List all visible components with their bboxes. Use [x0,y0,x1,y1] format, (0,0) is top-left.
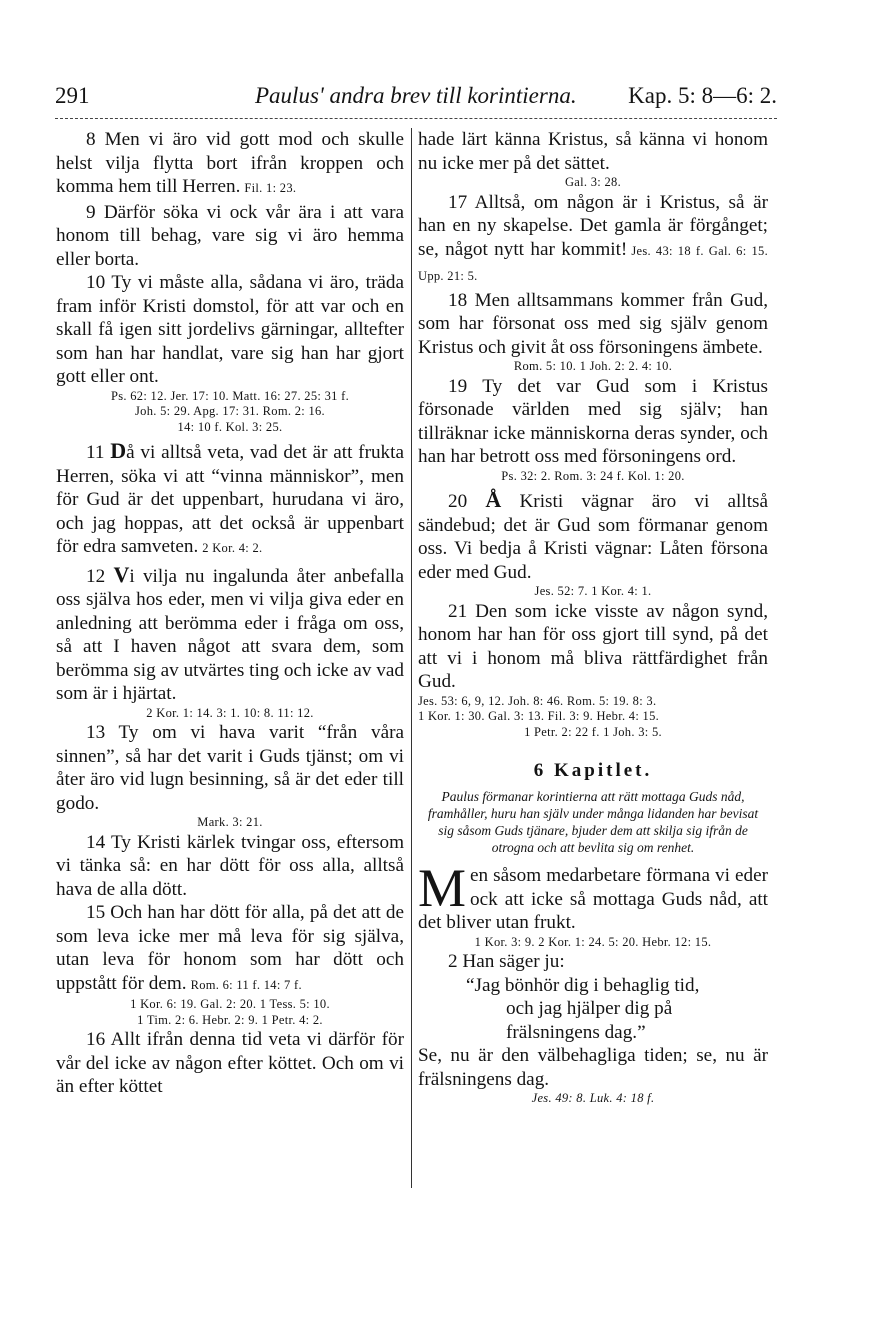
verse-18: 18 Men alltsammans kommer från Gud, som har försonat oss med sig själv genom Kristus och givit åt oss försoningens ämbete. [418,289,768,358]
verse-17-ref: Jes. 43: 18 f. Gal. 6: 15. Upp. 21: 5. [418,243,768,283]
chapter-6-verse-2: 2 Han säger ju: [448,951,565,972]
verse-16: 16 Allt ifrån denna tid veta vi därför för vår del icke av någon efter köttet. Och om vi än efter köttet [56,1029,404,1097]
verse-20: 20 Å Kristi vägnar äro vi alltså sändebud; det är Gud som förmanar genom oss. Vi bedja å Kristi vägnar: Låten försona eder med Gud. [418,487,769,583]
verse-21-ref-3: 1 Petr. 2: 22 f. 1 Joh. 3: 5. [524,724,662,739]
verse-15-ref-2: 1 Tim. 2: 6. Hebr. 2: 9. 1 Petr. 4: 2. [137,1012,323,1027]
verse-11-initial: D [110,438,127,463]
verse-15-ref-0: Rom. 6: 11 f. 14: 7 f. [190,977,302,992]
header-rule [55,118,777,119]
verse-12: 12 Vi vilja nu ingalunda åter anbefalla oss själva hos eder, men vi vilja giva eder en anledning att berömma eder i fråga om oss, så att I haven något att svara dem, som berömma sig av utvärtes ting och icke av vad som är i hjärtat. [56,561,405,704]
left-column [56,128,404,1099]
verse-13-ref: Mark. 3: 21. [197,815,263,829]
verse-21-ref-1: Jes. 53: 6, 9, 12. Joh. 8: 46. Rom. 5: 19. 8: 3. [418,693,657,708]
chapter-summary: Paulus förmanar korintierna att rätt mottaga Guds nåd, framhåller, huru han själv under många lidanden har bevisat sig såsom Guds tjänare, bjuder dem att skilja sig ifrån de otrogna och att bevlita sig om renhet. [427,789,759,855]
verse-10: 10 Ty vi måste alla, sådana vi äro, träda fram inför Kristi domstol, för att var och en skall få igen sitt jordelivs gärningar, alltefter som han har handlat, vare sig han har gjort gott eller ont. [56,272,404,387]
verse-10-ref-2: Joh. 5: 29. Apg. 17: 31. Rom. 2: 16. [135,404,325,418]
verse-15-ref-1: 1 Kor. 6: 19. Gal. 2: 20. 1 Tess. 5: 10. [130,997,330,1011]
page-header [55,83,777,117]
verse-8: 8 Men vi äro vid gott mod och skulle helst vilja flytta bort ifrån kroppen och komma hem till Herren. Fil. 1: 23. [56,129,404,197]
chapter-6-verse-1 [418,858,768,935]
chapter-heading: 6 Kapitlet. [533,760,653,781]
verse-20-ref: Jes. 52: 7. 1 Kor. 4: 1. [534,584,652,598]
verse-12-initial: V [113,561,130,587]
verse-18-ref: Rom. 5: 10. 1 Joh. 2: 2. 4: 10. [513,359,673,373]
quotation-line-1: “Jag bönhör dig i behaglig tid, [466,974,700,996]
verse-19-ref: Ps. 32: 2. Rom. 3: 24 f. Kol. 1: 20. [501,468,685,483]
chapter-6-verse-1-text: en såsom medarbetare förmana vi eder ock att icke så mottaga Guds nåd, att det bliver utan frukt. [418,865,768,933]
verse-21: 21 Den som icke visste av någon synd, honom har han för oss gjort till synd, på det att vi i honom må bliva rättfärdighet från Gud. [418,600,768,692]
verse-11: 11 Då vi alltså veta, vad det är att frukta Herren, söka vi att “vinna människor”, men för Gud är det uppenbart, hurudana vi äro, och jag hoppas, att det också är uppenbart för edra samveten. 2 Kor. 4: 2. [56,438,404,557]
quotation [466,974,768,1045]
verse-8-ref: Fil. 1: 23. [244,181,297,195]
verse-16-ref: Gal. 3: 28. [564,175,622,189]
chapter-range: Kap. 5: 8—6: 2. [628,83,777,108]
verse-14: 14 Ty Kristi kärlek tvingar oss, eftersom vi tänka så: en har dött för oss alla, alltså hava de alla dött. [56,831,404,900]
verse-10-ref-1: Ps. 62: 12. Jer. 17: 10. Matt. 16: 27. 25: 31 f. [110,388,349,403]
verse-15: 15 Och han har dött för alla, på det att de som leva icke mer må leva för sig själva, utan leva för honom som har dött och uppstått för dem. Rom. 6: 11 f. 14: 7 f. [56,902,404,994]
quotation-line-2: och jag hjälper dig på frälsningens dag.” [506,998,673,1043]
verse-20-initial: Å [485,487,502,512]
chapter-6-verse-2-ref: Jes. 49: 8. Luk. 4: 18 f. [531,1091,655,1105]
verse-17: 17 Alltså, om någon är i Kristus, så är han en ny skapelse. Det gamla är förgånget; se, något nytt har kommit! Jes. 43: 18 f. Gal. 6: 15. Upp. 21: 5. [418,191,768,283]
verse-19: 19 Ty det var Gud som i Kristus försonade världen med sig själv; han tillräknar icke människorna deras synder, och han har betrott oss med försoningens ord. [418,375,768,467]
running-title: Paulus' andra brev till korintierna. [255,83,577,108]
column-divider [411,128,412,1188]
page-number: 291 [55,83,90,108]
verse-10-ref-3: 14: 10 f. Kol. 3: 25. [177,419,283,434]
verse-12-ref: 2 Kor. 1: 14. 3: 1. 10: 8. 11: 12. [146,705,314,720]
verse-11-ref: 2 Kor. 4: 2. [202,541,263,555]
chapter-6-verse-1-ref: 1 Kor. 3: 9. 2 Kor. 1: 24. 5: 20. Hebr. 12: 15. [474,934,712,949]
drop-cap: M [418,858,467,918]
verse-13: 13 Ty om vi hava varit “från våra sinnen”, så har det varit i Guds tjänst; om vi åter äro vid lugn besinning, så är det eder till godo. [56,722,404,814]
right-column [418,128,768,1107]
verse-9: 9 Därför söka vi ock vår ära i att vara honom till behag, vare sig vi äro hemma eller borta. [56,201,404,270]
verse-16-continued: hade lärt känna Kristus, så känna vi honom nu icke mer på det sättet. [418,129,768,174]
verse-21-ref-2: 1 Kor. 1: 30. Gal. 3: 13. Fil. 3: 9. Hebr. 4: 15. [418,709,660,723]
chapter-6-verse-2-rest: Se, nu är den välbehagliga tiden; se, nu är frälsningens dag. [418,1045,768,1090]
